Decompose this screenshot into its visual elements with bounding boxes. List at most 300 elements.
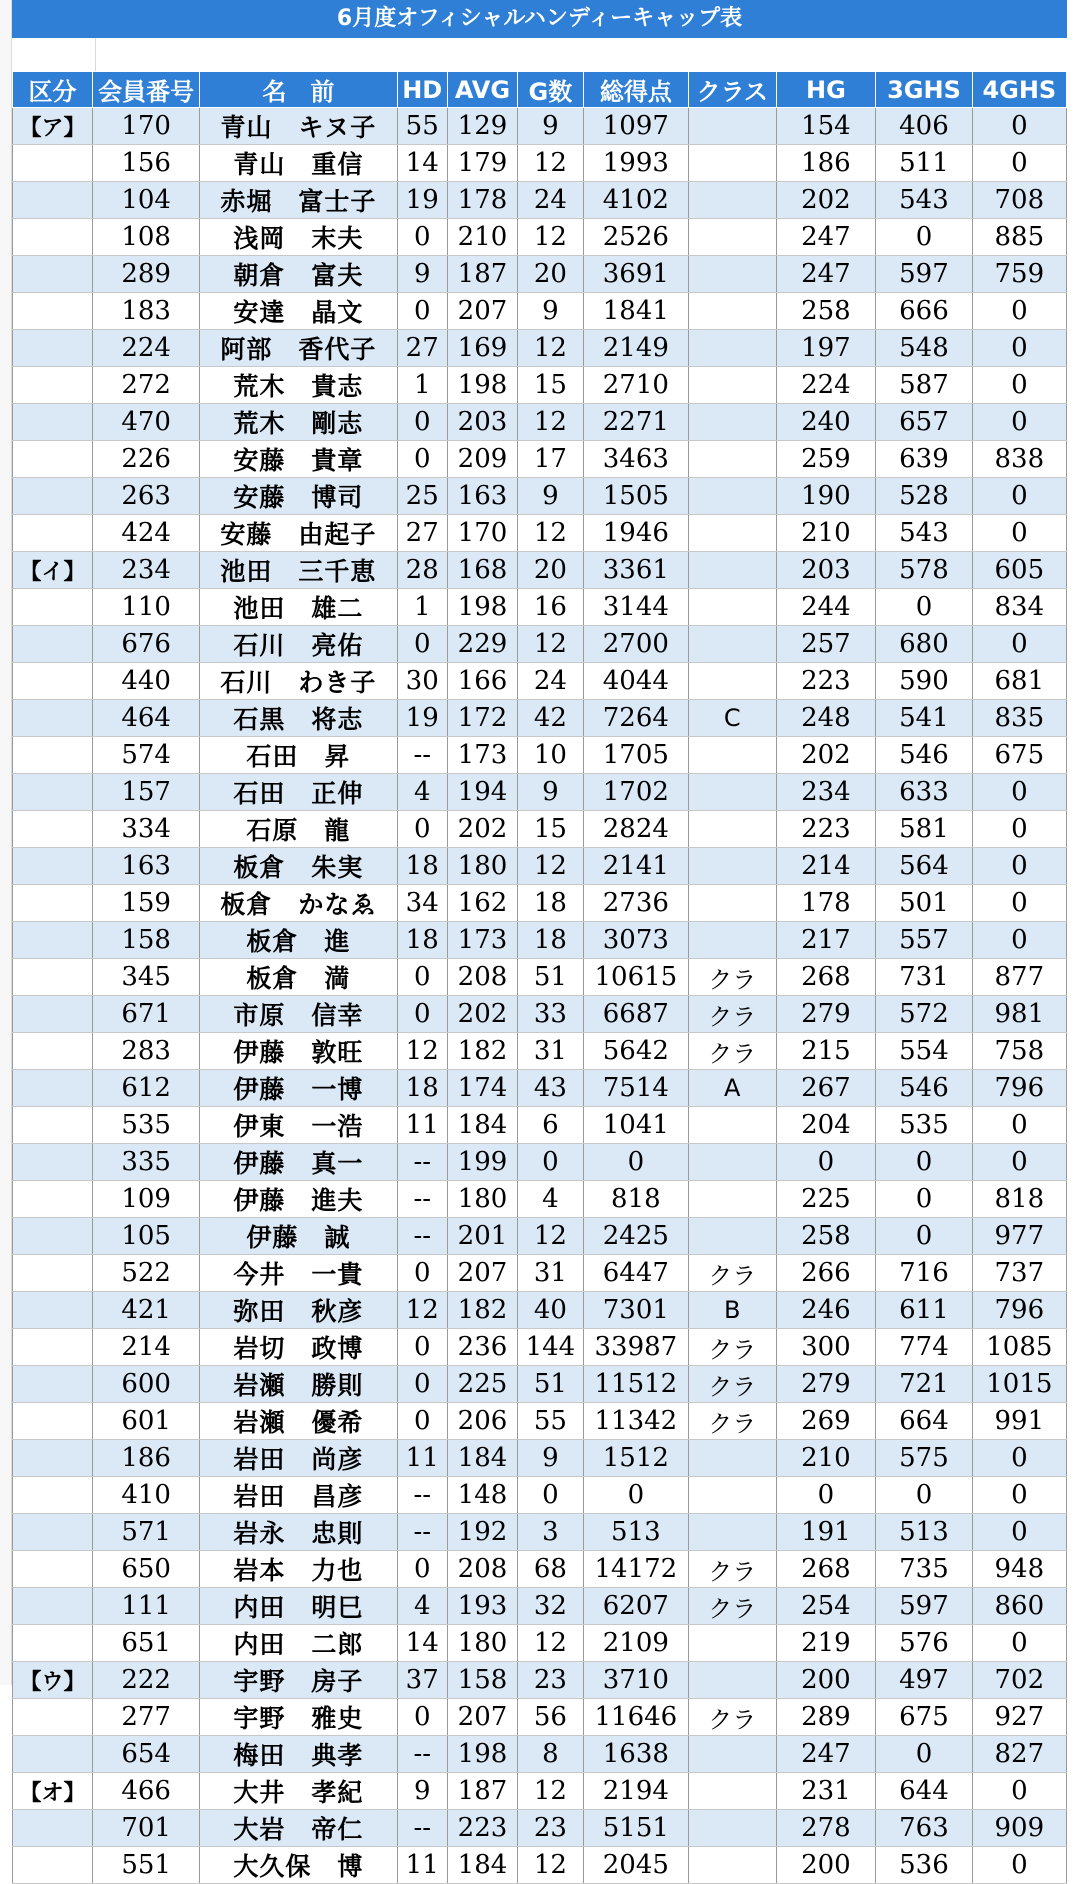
cell-member-no[interactable]: 108 (92, 219, 199, 256)
cell-4ghs[interactable]: 0 (972, 108, 1066, 145)
cell-kubun[interactable] (13, 515, 93, 552)
cell-class[interactable]: クラ (688, 1329, 776, 1366)
cell-games[interactable]: 12 (518, 404, 584, 441)
cell-total[interactable]: 1841 (583, 293, 688, 330)
cell-4ghs[interactable]: 0 (972, 1847, 1066, 1884)
cell-total[interactable]: 7514 (583, 1070, 688, 1107)
cell-class[interactable]: C (688, 700, 776, 737)
cell-avg[interactable]: 184 (447, 1107, 517, 1144)
cell-hd[interactable]: 0 (397, 441, 447, 478)
cell-4ghs[interactable]: 759 (972, 256, 1066, 293)
cell-name[interactable]: 弥田 秋彦 (200, 1292, 397, 1329)
cell-hg[interactable]: 244 (776, 589, 876, 626)
cell-class[interactable] (688, 182, 776, 219)
cell-hg[interactable]: 224 (776, 367, 876, 404)
cell-total[interactable]: 2710 (583, 367, 688, 404)
cell-member-no[interactable]: 283 (92, 1033, 199, 1070)
cell-games[interactable]: 15 (518, 367, 584, 404)
cell-3ghs[interactable]: 541 (876, 700, 972, 737)
cell-member-no[interactable]: 263 (92, 478, 199, 515)
cell-kubun[interactable] (13, 1847, 93, 1884)
cell-kubun[interactable] (13, 256, 93, 293)
cell-total[interactable]: 33987 (583, 1329, 688, 1366)
cell-class[interactable] (688, 1144, 776, 1181)
cell-class[interactable] (688, 330, 776, 367)
cell-hd[interactable]: 0 (397, 1551, 447, 1588)
cell-hd[interactable]: 25 (397, 478, 447, 515)
cell-kubun[interactable] (13, 1218, 93, 1255)
cell-class[interactable] (688, 1662, 776, 1699)
cell-name[interactable]: 内田 二郎 (200, 1625, 397, 1662)
cell-class[interactable] (688, 256, 776, 293)
cell-kubun[interactable] (13, 1514, 93, 1551)
cell-4ghs[interactable]: 0 (972, 1144, 1066, 1181)
cell-member-no[interactable]: 410 (92, 1477, 199, 1514)
cell-total[interactable]: 11342 (583, 1403, 688, 1440)
cell-member-no[interactable]: 345 (92, 959, 199, 996)
cell-class[interactable] (688, 1440, 776, 1477)
cell-4ghs[interactable]: 0 (972, 404, 1066, 441)
cell-3ghs[interactable]: 590 (876, 663, 972, 700)
cell-games[interactable]: 12 (518, 848, 584, 885)
cell-total[interactable]: 3144 (583, 589, 688, 626)
cell-class[interactable] (688, 441, 776, 478)
cell-hg[interactable]: 186 (776, 145, 876, 182)
cell-games[interactable]: 31 (518, 1033, 584, 1070)
cell-games[interactable]: 12 (518, 145, 584, 182)
cell-avg[interactable]: 182 (447, 1292, 517, 1329)
cell-member-no[interactable]: 421 (92, 1292, 199, 1329)
cell-member-no[interactable]: 157 (92, 774, 199, 811)
cell-total[interactable]: 1097 (583, 108, 688, 145)
cell-kubun[interactable]: 【ア】 (13, 108, 93, 145)
cell-name[interactable]: 伊藤 進夫 (200, 1181, 397, 1218)
cell-total[interactable]: 1638 (583, 1736, 688, 1773)
cell-hd[interactable]: -- (397, 1218, 447, 1255)
cell-member-no[interactable]: 158 (92, 922, 199, 959)
cell-avg[interactable]: 206 (447, 1403, 517, 1440)
cell-3ghs[interactable]: 597 (876, 1588, 972, 1625)
cell-name[interactable]: 大井 孝紀 (200, 1773, 397, 1810)
header-avg[interactable]: AVG (447, 72, 517, 108)
cell-hd[interactable]: 0 (397, 1403, 447, 1440)
cell-hg[interactable]: 266 (776, 1255, 876, 1292)
cell-member-no[interactable]: 163 (92, 848, 199, 885)
cell-kubun[interactable] (13, 1440, 93, 1477)
cell-total[interactable]: 818 (583, 1181, 688, 1218)
cell-total[interactable]: 2141 (583, 848, 688, 885)
cell-name[interactable]: 安達 晶文 (200, 293, 397, 330)
cell-avg[interactable]: 198 (447, 589, 517, 626)
cell-name[interactable]: 岩切 政博 (200, 1329, 397, 1366)
cell-name[interactable]: 浅岡 末夫 (200, 219, 397, 256)
cell-hg[interactable]: 247 (776, 219, 876, 256)
cell-4ghs[interactable]: 948 (972, 1551, 1066, 1588)
cell-total[interactable]: 2526 (583, 219, 688, 256)
cell-member-no[interactable]: 110 (92, 589, 199, 626)
cell-kubun[interactable] (13, 1625, 93, 1662)
cell-avg[interactable]: 180 (447, 1181, 517, 1218)
cell-games[interactable]: 10 (518, 737, 584, 774)
cell-avg[interactable]: 193 (447, 1588, 517, 1625)
cell-kubun[interactable] (13, 626, 93, 663)
cell-hg[interactable]: 214 (776, 848, 876, 885)
cell-4ghs[interactable]: 1085 (972, 1329, 1066, 1366)
cell-member-no[interactable]: 289 (92, 256, 199, 293)
cell-hg[interactable]: 202 (776, 737, 876, 774)
cell-hd[interactable]: 18 (397, 1070, 447, 1107)
cell-kubun[interactable] (13, 1255, 93, 1292)
cell-4ghs[interactable]: 796 (972, 1070, 1066, 1107)
cell-total[interactable]: 4044 (583, 663, 688, 700)
cell-total[interactable]: 6447 (583, 1255, 688, 1292)
cell-class[interactable] (688, 219, 776, 256)
cell-member-no[interactable]: 466 (92, 1773, 199, 1810)
cell-member-no[interactable]: 464 (92, 700, 199, 737)
cell-4ghs[interactable]: 981 (972, 996, 1066, 1033)
cell-avg[interactable]: 169 (447, 330, 517, 367)
cell-class[interactable]: クラ (688, 959, 776, 996)
cell-avg[interactable]: 172 (447, 700, 517, 737)
cell-games[interactable]: 12 (518, 1773, 584, 1810)
header-name[interactable]: 名 前 (200, 72, 397, 108)
cell-kubun[interactable] (13, 1588, 93, 1625)
header-kubun[interactable]: 区分 (13, 72, 93, 108)
cell-4ghs[interactable]: 835 (972, 700, 1066, 737)
cell-hg[interactable]: 225 (776, 1181, 876, 1218)
cell-3ghs[interactable]: 554 (876, 1033, 972, 1070)
cell-4ghs[interactable]: 0 (972, 811, 1066, 848)
cell-member-no[interactable]: 156 (92, 145, 199, 182)
cell-games[interactable]: 18 (518, 922, 584, 959)
cell-hg[interactable]: 202 (776, 182, 876, 219)
cell-3ghs[interactable]: 0 (876, 1477, 972, 1514)
cell-class[interactable] (688, 1477, 776, 1514)
cell-class[interactable] (688, 1107, 776, 1144)
cell-kubun[interactable] (13, 1144, 93, 1181)
cell-hd[interactable]: 18 (397, 922, 447, 959)
cell-hd[interactable]: 11 (397, 1440, 447, 1477)
cell-total[interactable]: 2425 (583, 1218, 688, 1255)
cell-class[interactable]: B (688, 1292, 776, 1329)
cell-games[interactable]: 4 (518, 1181, 584, 1218)
cell-3ghs[interactable]: 664 (876, 1403, 972, 1440)
cell-member-no[interactable]: 277 (92, 1699, 199, 1736)
cell-4ghs[interactable]: 0 (972, 848, 1066, 885)
cell-member-no[interactable]: 470 (92, 404, 199, 441)
cell-kubun[interactable] (13, 1477, 93, 1514)
cell-class[interactable]: クラ (688, 1255, 776, 1292)
cell-name[interactable]: 安藤 貴章 (200, 441, 397, 478)
cell-name[interactable]: 安藤 博司 (200, 478, 397, 515)
cell-member-no[interactable]: 535 (92, 1107, 199, 1144)
cell-hg[interactable]: 279 (776, 1366, 876, 1403)
cell-3ghs[interactable]: 657 (876, 404, 972, 441)
cell-4ghs[interactable]: 977 (972, 1218, 1066, 1255)
cell-avg[interactable]: 202 (447, 996, 517, 1033)
cell-avg[interactable]: 223 (447, 1810, 517, 1847)
cell-name[interactable]: 岩田 尚彦 (200, 1440, 397, 1477)
cell-member-no[interactable]: 170 (92, 108, 199, 145)
cell-total[interactable]: 14172 (583, 1551, 688, 1588)
cell-class[interactable]: クラ (688, 1033, 776, 1070)
cell-kubun[interactable] (13, 182, 93, 219)
cell-4ghs[interactable]: 0 (972, 626, 1066, 663)
cell-4ghs[interactable]: 0 (972, 1773, 1066, 1810)
cell-total[interactable]: 2149 (583, 330, 688, 367)
cell-name[interactable]: 荒木 貴志 (200, 367, 397, 404)
cell-name[interactable]: 岩瀬 優希 (200, 1403, 397, 1440)
cell-total[interactable]: 3463 (583, 441, 688, 478)
header-games[interactable]: G数 (518, 72, 584, 108)
cell-hg[interactable]: 154 (776, 108, 876, 145)
cell-games[interactable]: 9 (518, 108, 584, 145)
cell-4ghs[interactable]: 0 (972, 1440, 1066, 1477)
cell-class[interactable] (688, 737, 776, 774)
cell-3ghs[interactable]: 548 (876, 330, 972, 367)
cell-hg[interactable]: 217 (776, 922, 876, 959)
cell-hg[interactable]: 248 (776, 700, 876, 737)
cell-kubun[interactable] (13, 145, 93, 182)
cell-games[interactable]: 24 (518, 182, 584, 219)
cell-member-no[interactable]: 104 (92, 182, 199, 219)
cell-kubun[interactable] (13, 589, 93, 626)
cell-hd[interactable]: 9 (397, 256, 447, 293)
cell-hd[interactable]: 0 (397, 1699, 447, 1736)
cell-4ghs[interactable]: 0 (972, 1477, 1066, 1514)
cell-kubun[interactable] (13, 404, 93, 441)
cell-total[interactable]: 6207 (583, 1588, 688, 1625)
cell-class[interactable] (688, 293, 776, 330)
cell-hd[interactable]: 4 (397, 774, 447, 811)
cell-4ghs[interactable]: 681 (972, 663, 1066, 700)
cell-hd[interactable]: 0 (397, 626, 447, 663)
cell-avg[interactable]: 173 (447, 737, 517, 774)
cell-4ghs[interactable]: 0 (972, 367, 1066, 404)
cell-3ghs[interactable]: 557 (876, 922, 972, 959)
cell-total[interactable]: 1993 (583, 145, 688, 182)
cell-3ghs[interactable]: 528 (876, 478, 972, 515)
cell-avg[interactable]: 207 (447, 293, 517, 330)
cell-games[interactable]: 42 (518, 700, 584, 737)
cell-3ghs[interactable]: 581 (876, 811, 972, 848)
cell-name[interactable]: 池田 三千恵 (200, 552, 397, 589)
cell-games[interactable]: 18 (518, 885, 584, 922)
cell-games[interactable]: 144 (518, 1329, 584, 1366)
cell-4ghs[interactable]: 0 (972, 885, 1066, 922)
cell-name[interactable]: 青山 キヌ子 (200, 108, 397, 145)
cell-name[interactable]: 安藤 由起子 (200, 515, 397, 552)
cell-kubun[interactable] (13, 1403, 93, 1440)
cell-hg[interactable]: 231 (776, 1773, 876, 1810)
cell-kubun[interactable] (13, 700, 93, 737)
cell-hg[interactable]: 219 (776, 1625, 876, 1662)
cell-class[interactable] (688, 515, 776, 552)
cell-games[interactable]: 40 (518, 1292, 584, 1329)
cell-avg[interactable]: 182 (447, 1033, 517, 1070)
cell-name[interactable]: 今井 一貴 (200, 1255, 397, 1292)
cell-games[interactable]: 9 (518, 774, 584, 811)
cell-avg[interactable]: 184 (447, 1440, 517, 1477)
cell-member-no[interactable]: 214 (92, 1329, 199, 1366)
cell-total[interactable]: 1505 (583, 478, 688, 515)
cell-3ghs[interactable]: 0 (876, 219, 972, 256)
cell-hg[interactable]: 204 (776, 1107, 876, 1144)
cell-name[interactable]: 石川 わき子 (200, 663, 397, 700)
cell-kubun[interactable] (13, 663, 93, 700)
cell-member-no[interactable]: 522 (92, 1255, 199, 1292)
cell-4ghs[interactable]: 0 (972, 293, 1066, 330)
cell-games[interactable]: 31 (518, 1255, 584, 1292)
cell-games[interactable]: 51 (518, 1366, 584, 1403)
cell-3ghs[interactable]: 578 (876, 552, 972, 589)
cell-hd[interactable]: 30 (397, 663, 447, 700)
cell-name[interactable]: 宇野 房子 (200, 1662, 397, 1699)
cell-kubun[interactable] (13, 219, 93, 256)
cell-4ghs[interactable]: 834 (972, 589, 1066, 626)
cell-class[interactable] (688, 1773, 776, 1810)
cell-hd[interactable]: -- (397, 1144, 447, 1181)
cell-4ghs[interactable]: 708 (972, 182, 1066, 219)
cell-class[interactable] (688, 145, 776, 182)
cell-games[interactable]: 12 (518, 515, 584, 552)
cell-member-no[interactable]: 600 (92, 1366, 199, 1403)
cell-3ghs[interactable]: 0 (876, 1736, 972, 1773)
cell-class[interactable]: A (688, 1070, 776, 1107)
cell-name[interactable]: 伊藤 真一 (200, 1144, 397, 1181)
cell-class[interactable] (688, 404, 776, 441)
cell-name[interactable]: 荒木 剛志 (200, 404, 397, 441)
cell-games[interactable]: 56 (518, 1699, 584, 1736)
cell-4ghs[interactable]: 0 (972, 145, 1066, 182)
cell-kubun[interactable] (13, 1736, 93, 1773)
cell-name[interactable]: 石原 龍 (200, 811, 397, 848)
cell-hd[interactable]: -- (397, 1477, 447, 1514)
cell-3ghs[interactable]: 576 (876, 1625, 972, 1662)
cell-avg[interactable]: 129 (447, 108, 517, 145)
cell-name[interactable]: 伊藤 一博 (200, 1070, 397, 1107)
cell-total[interactable]: 11646 (583, 1699, 688, 1736)
cell-class[interactable]: クラ (688, 1551, 776, 1588)
cell-hg[interactable]: 269 (776, 1403, 876, 1440)
cell-avg[interactable]: 207 (447, 1699, 517, 1736)
cell-hd[interactable]: 34 (397, 885, 447, 922)
cell-member-no[interactable]: 574 (92, 737, 199, 774)
cell-hd[interactable]: 55 (397, 108, 447, 145)
cell-4ghs[interactable]: 909 (972, 1810, 1066, 1847)
cell-hg[interactable]: 258 (776, 293, 876, 330)
cell-4ghs[interactable]: 1015 (972, 1366, 1066, 1403)
cell-hg[interactable]: 258 (776, 1218, 876, 1255)
cell-hd[interactable]: 12 (397, 1033, 447, 1070)
cell-hd[interactable]: 0 (397, 1255, 447, 1292)
cell-member-no[interactable]: 701 (92, 1810, 199, 1847)
cell-total[interactable]: 1705 (583, 737, 688, 774)
cell-4ghs[interactable]: 0 (972, 1107, 1066, 1144)
cell-kubun[interactable] (13, 848, 93, 885)
cell-total[interactable]: 11512 (583, 1366, 688, 1403)
cell-hg[interactable]: 254 (776, 1588, 876, 1625)
cell-4ghs[interactable]: 0 (972, 515, 1066, 552)
cell-name[interactable]: 板倉 満 (200, 959, 397, 996)
cell-hg[interactable]: 210 (776, 515, 876, 552)
cell-name[interactable]: 岩瀬 勝則 (200, 1366, 397, 1403)
cell-avg[interactable]: 162 (447, 885, 517, 922)
cell-hd[interactable]: 14 (397, 1625, 447, 1662)
cell-member-no[interactable]: 612 (92, 1070, 199, 1107)
cell-4ghs[interactable]: 838 (972, 441, 1066, 478)
cell-class[interactable] (688, 663, 776, 700)
cell-avg[interactable]: 184 (447, 1847, 517, 1884)
cell-4ghs[interactable]: 0 (972, 478, 1066, 515)
cell-hg[interactable]: 247 (776, 1736, 876, 1773)
cell-kubun[interactable] (13, 1366, 93, 1403)
cell-4ghs[interactable]: 796 (972, 1292, 1066, 1329)
cell-hd[interactable]: 0 (397, 811, 447, 848)
cell-avg[interactable]: 187 (447, 256, 517, 293)
cell-kubun[interactable] (13, 885, 93, 922)
cell-class[interactable] (688, 1847, 776, 1884)
cell-hd[interactable]: 0 (397, 1329, 447, 1366)
cell-avg[interactable]: 192 (447, 1514, 517, 1551)
cell-games[interactable]: 68 (518, 1551, 584, 1588)
cell-member-no[interactable]: 650 (92, 1551, 199, 1588)
cell-class[interactable] (688, 552, 776, 589)
cell-avg[interactable]: 148 (447, 1477, 517, 1514)
cell-avg[interactable]: 202 (447, 811, 517, 848)
cell-avg[interactable]: 236 (447, 1329, 517, 1366)
cell-games[interactable]: 23 (518, 1662, 584, 1699)
header-hg[interactable]: HG (776, 72, 876, 108)
cell-3ghs[interactable]: 511 (876, 145, 972, 182)
cell-4ghs[interactable]: 737 (972, 1255, 1066, 1292)
cell-games[interactable]: 33 (518, 996, 584, 1033)
cell-name[interactable]: 板倉 進 (200, 922, 397, 959)
cell-class[interactable] (688, 811, 776, 848)
cell-name[interactable]: 伊藤 敦旺 (200, 1033, 397, 1070)
cell-hd[interactable]: 28 (397, 552, 447, 589)
cell-hd[interactable]: -- (397, 1514, 447, 1551)
cell-class[interactable]: クラ (688, 1699, 776, 1736)
cell-hd[interactable]: 9 (397, 1773, 447, 1810)
cell-3ghs[interactable]: 731 (876, 959, 972, 996)
cell-kubun[interactable] (13, 811, 93, 848)
cell-avg[interactable]: 207 (447, 1255, 517, 1292)
cell-3ghs[interactable]: 546 (876, 1070, 972, 1107)
cell-class[interactable] (688, 589, 776, 626)
cell-avg[interactable]: 180 (447, 848, 517, 885)
cell-kubun[interactable] (13, 330, 93, 367)
cell-name[interactable]: 大岩 帝仁 (200, 1810, 397, 1847)
cell-name[interactable]: 石田 正伸 (200, 774, 397, 811)
cell-3ghs[interactable]: 543 (876, 182, 972, 219)
cell-class[interactable] (688, 1181, 776, 1218)
cell-3ghs[interactable]: 543 (876, 515, 972, 552)
cell-games[interactable]: 3 (518, 1514, 584, 1551)
cell-4ghs[interactable]: 818 (972, 1181, 1066, 1218)
cell-kubun[interactable] (13, 367, 93, 404)
cell-games[interactable]: 12 (518, 219, 584, 256)
cell-member-no[interactable]: 224 (92, 330, 199, 367)
cell-hd[interactable]: -- (397, 1810, 447, 1847)
cell-3ghs[interactable]: 763 (876, 1810, 972, 1847)
cell-hd[interactable]: -- (397, 737, 447, 774)
cell-total[interactable]: 513 (583, 1514, 688, 1551)
cell-avg[interactable]: 203 (447, 404, 517, 441)
cell-kubun[interactable] (13, 1699, 93, 1736)
cell-total[interactable]: 7301 (583, 1292, 688, 1329)
cell-hg[interactable]: 191 (776, 1514, 876, 1551)
